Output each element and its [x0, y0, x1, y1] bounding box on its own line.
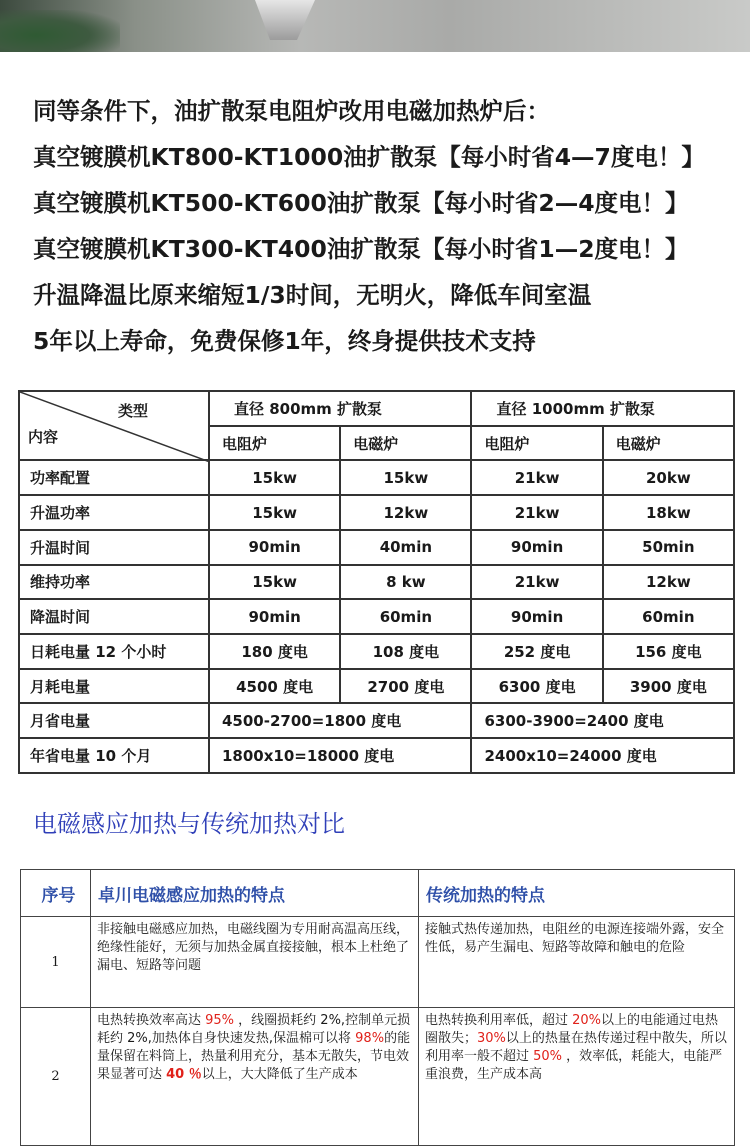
subheader-resistance: 电阻炉	[209, 426, 340, 461]
subheader-induction: 电磁炉	[340, 426, 471, 461]
row-label: 功率配置	[19, 460, 209, 495]
row-label: 升温功率	[19, 495, 209, 530]
top-banner-image	[0, 0, 750, 52]
table-row	[21, 1008, 735, 1146]
highlight-value: 95%	[205, 1013, 235, 1028]
cell-value: 21kw	[471, 495, 602, 530]
table-row	[19, 495, 734, 530]
cell-value: 4500 度电	[209, 669, 340, 704]
power-comparison-table	[18, 390, 735, 774]
cell-value: 6300-3900=2400 度电	[471, 703, 734, 738]
induction-feature-text: 非接触电磁感应加热，电磁线圈为专用耐高温高压线，绝缘性能好，无须与加热金属直接接触，根本上杜绝了漏电、短路等问题	[91, 917, 419, 1008]
row-label: 月省电量	[19, 703, 209, 738]
cell-value: 50min	[603, 530, 734, 565]
cell-value: 12kw	[340, 495, 471, 530]
cell-value: 8 kw	[340, 565, 471, 600]
table-row	[19, 738, 734, 773]
cell-value: 15kw	[340, 460, 471, 495]
table-row	[19, 565, 734, 600]
cell-value: 90min	[209, 530, 340, 565]
highlight-value: 50%	[533, 1049, 563, 1064]
highlight-value: 20%	[572, 1013, 602, 1028]
subheader-induction: 电磁炉	[603, 426, 734, 461]
header-induction-features: 卓川电磁感应加热的特点	[91, 870, 419, 917]
cell-value: 252 度电	[471, 634, 602, 669]
cell-value: 15kw	[209, 565, 340, 600]
highlight-value: 98%	[355, 1031, 385, 1046]
intro-text-block	[33, 88, 745, 364]
table-corner-cell	[19, 391, 209, 460]
text-segment: 的能量保留在料筒上，热量利用充分，基本无散失，节电效果显著可达	[97, 1031, 411, 1082]
row-label: 日耗电量 12 个小时	[19, 634, 209, 669]
text-segment: 电热转换效率高达	[97, 1013, 206, 1028]
cell-value: 2400x10=24000 度电	[471, 738, 734, 773]
table-row	[19, 703, 734, 738]
cell-value: 90min	[471, 530, 602, 565]
induction-feature-text	[91, 1008, 419, 1146]
row-label: 月耗电量	[19, 669, 209, 704]
cell-value: 90min	[209, 599, 340, 634]
cell-value: 18kw	[603, 495, 734, 530]
corner-type-label: 类型	[117, 402, 148, 420]
text-segment: 以上的电能通过电热圈散失；	[425, 1013, 719, 1046]
header-traditional-features: 传统加热的特点	[419, 870, 735, 917]
traditional-feature-text: 接触式热传递加热，电阻丝的电源连接端外露，安全性低，易产生漏电、短路等故障和触电的危险	[419, 917, 735, 1008]
cell-value: 180 度电	[209, 634, 340, 669]
intro-line: 升温降温比原来缩短1/3时间，无明火，降低车间室温	[33, 281, 592, 309]
cell-value: 21kw	[471, 460, 602, 495]
intro-line: 真空镀膜机KT800-KT1000油扩散泵【每小时省4—7度电！】	[33, 143, 705, 171]
corner-content-label: 内容	[28, 428, 59, 447]
cell-value: 20kw	[603, 460, 734, 495]
intro-line: 真空镀膜机KT300-KT400油扩散泵【每小时省1—2度电！】	[33, 235, 689, 263]
heating-comparison-table	[20, 869, 735, 1146]
cell-value: 3900 度电	[603, 669, 734, 704]
highlight-value: 40 ％	[166, 1067, 202, 1082]
group-header-800: 直径 800mm 扩散泵	[209, 391, 471, 426]
section-title: 电磁感应加热与传统加热对比	[33, 810, 345, 838]
intro-line: 5年以上寿命，免费保修1年，终身提供技术支持	[33, 327, 536, 355]
row-label: 维持功率	[19, 565, 209, 600]
row-number: 1	[21, 917, 91, 1008]
highlight-value: 30%	[477, 1031, 506, 1046]
text-segment: 以上的热量在热传递过程中散失，所以利用率一般不超过	[425, 1031, 727, 1064]
text-segment: ，效率低，耗能大，电能严重浪费，生产成本高	[425, 1049, 723, 1082]
cell-value: 2700 度电	[340, 669, 471, 704]
cell-value: 156 度电	[603, 634, 734, 669]
table-row	[19, 669, 734, 704]
cell-value: 60min	[603, 599, 734, 634]
header-number: 序号	[21, 870, 91, 917]
text-segment: 以上，大大降低了生产成本	[201, 1067, 358, 1082]
intro-line: 真空镀膜机KT500-KT600油扩散泵【每小时省2—4度电！】	[33, 189, 689, 217]
text-segment: ，线圈损耗约 2%,控制单元损耗约 2%,加热体自身快速发热,保温棉可以将	[97, 1013, 411, 1046]
table-row	[19, 634, 734, 669]
intro-line: 同等条件下，油扩散泵电阻炉改用电磁加热炉后：	[33, 97, 550, 125]
table-row	[19, 530, 734, 565]
row-label: 升温时间	[19, 530, 209, 565]
cell-value: 90min	[471, 599, 602, 634]
cell-value: 15kw	[209, 460, 340, 495]
table-row	[19, 599, 734, 634]
cell-value: 6300 度电	[471, 669, 602, 704]
banner-leaf-decoration	[0, 10, 120, 52]
cell-value: 1800x10=18000 度电	[209, 738, 471, 773]
cell-value: 60min	[340, 599, 471, 634]
group-header-1000: 直径 1000mm 扩散泵	[471, 391, 734, 426]
row-number: 2	[21, 1008, 91, 1146]
cell-value: 108 度电	[340, 634, 471, 669]
cell-value: 15kw	[209, 495, 340, 530]
cell-value: 21kw	[471, 565, 602, 600]
table-row	[21, 917, 735, 1008]
subheader-resistance: 电阻炉	[471, 426, 602, 461]
cell-value: 12kw	[603, 565, 734, 600]
row-label: 降温时间	[19, 599, 209, 634]
cell-value: 4500-2700=1800 度电	[209, 703, 471, 738]
row-label: 年省电量 10 个月	[19, 738, 209, 773]
cell-value: 40min	[340, 530, 471, 565]
traditional-feature-text	[419, 1008, 735, 1146]
text-segment: 电热转换利用率低，超过	[425, 1013, 573, 1028]
table-row	[19, 460, 734, 495]
banner-product-shape	[255, 0, 315, 40]
